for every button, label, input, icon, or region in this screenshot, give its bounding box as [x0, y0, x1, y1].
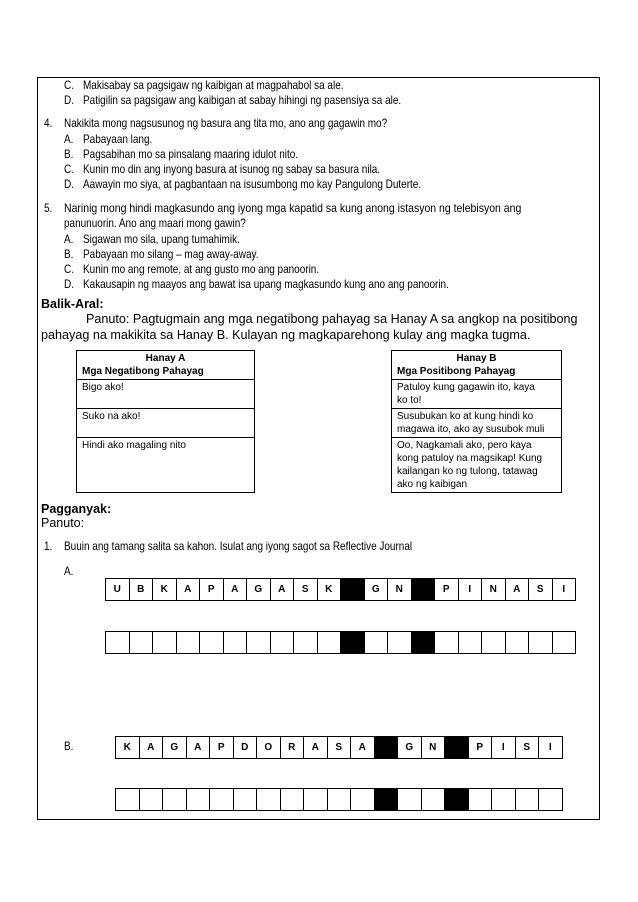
puzzle-a-answer-cell[interactable] — [387, 631, 412, 654]
q5-question-line1: Narinig mong hindi magkasundo ang iyong mga kapatid sa kung anong istasyon ng telebisyon ang — [64, 202, 522, 215]
puzzle-a-answer-cell[interactable] — [129, 631, 154, 654]
puzzle-b-label: B. — [64, 740, 74, 753]
puzzle-a-letter-cell: B — [129, 578, 154, 601]
puzzle-a-letter-cell: A — [505, 578, 530, 601]
hanay-b-table — [391, 350, 562, 493]
puzzle-b-answer-cell[interactable] — [209, 788, 234, 811]
hanay-b-row-3-line-4: ako ng kaibigan — [397, 479, 468, 490]
puzzle-a-answer-cell[interactable] — [528, 631, 553, 654]
puzzle-a-answer-cell[interactable] — [223, 631, 248, 654]
puzzle-a-letter-cell: P — [199, 578, 224, 601]
hanay-b-row-2-line-2: magawa ito, ako ay susubok muli — [397, 424, 545, 435]
puzzle-b-letter-cell: A — [186, 736, 211, 759]
q3-option-c-letter: C. — [64, 79, 74, 92]
q4-option-d-letter: D. — [64, 178, 74, 191]
q4-option-d: Aawayin mo siya, at pagbantaan na isusumbong mo kay Pangulong Duterte. — [83, 178, 422, 191]
puzzle-b-answer-cell[interactable] — [491, 788, 516, 811]
puzzle-b-answer-cell[interactable] — [233, 788, 258, 811]
hanay-b-row-3 — [392, 438, 562, 493]
puzzle-a-answer-cell[interactable] — [552, 631, 577, 654]
puzzle-b-letter-cell: S — [515, 736, 540, 759]
puzzle-a-letter-cell: K — [317, 578, 342, 601]
puzzle-a-letter-cell: U — [105, 578, 130, 601]
puzzle-b-letter-cell: A — [303, 736, 328, 759]
balik-aral-instruction-line1: Panuto: Pagtugmain ang mga negatibong pahayag sa Hanay A sa angkop na positibong — [86, 312, 578, 326]
q5-option-b: Pabayaan mo silang – mag away-away. — [83, 248, 259, 261]
hanay-b-subtitle: Mga Positibong Pahayag — [392, 365, 562, 380]
puzzle-b-letter-cell: A — [139, 736, 164, 759]
puzzle-a-answer-cell[interactable] — [199, 631, 224, 654]
hanay-b-row-2-line-1: Susubukan ko at kung hindi ko — [397, 411, 534, 422]
q4-option-c: Kunin mo din ang inyong basura at isunog ng sabay sa basura nila. — [83, 163, 381, 176]
puzzle-b-answer-cell[interactable] — [162, 788, 187, 811]
q4-option-a-letter: A. — [64, 133, 74, 146]
puzzle-b-letter-cell: I — [538, 736, 563, 759]
puzzle-b-letter-cell: P — [209, 736, 234, 759]
puzzle-b-answer-cell[interactable] — [468, 788, 493, 811]
puzzle-b-answer-cell[interactable] — [186, 788, 211, 811]
puzzle-b-letter-cell: A — [350, 736, 375, 759]
hanay-b-row-1 — [392, 380, 562, 409]
puzzle-b-answer-cell[interactable] — [303, 788, 328, 811]
puzzle-a-answer-cell[interactable] — [105, 631, 130, 654]
q4-option-a: Pabayaan lang. — [83, 133, 153, 146]
q5-option-d-letter: D. — [64, 278, 74, 291]
hanay-b-row-1-line-2: ko to! — [397, 395, 422, 406]
pagganyak-panuto: Panuto: — [41, 516, 85, 530]
hanay-b-row-2 — [392, 409, 562, 438]
puzzle-a-answer-cell[interactable] — [270, 631, 295, 654]
puzzle-a-answer-cell[interactable] — [481, 631, 506, 654]
puzzle-b-answer-cell[interactable] — [515, 788, 540, 811]
puzzle-b-letter-cell: P — [468, 736, 493, 759]
pagganyak-heading: Pagganyak: — [41, 502, 112, 516]
q3-option-d-letter: D. — [64, 94, 74, 107]
q4-number: 4. — [44, 117, 53, 130]
q5-option-d: Kakausapin ng maayos ang bawat isa upang magkasundo kung ano ang panoorin. — [83, 278, 449, 291]
puzzle-b-blocked-cell — [374, 788, 399, 811]
hanay-b-row-1-line-1: Patuloy kung gagawin ito, kaya — [397, 382, 535, 393]
hanay-b-title: Hanay B — [392, 351, 562, 366]
puzzle-a-letter-cell: G — [364, 578, 389, 601]
q4-option-b: Pagsabihan mo sa pinsalang maaring idulot nito. — [83, 148, 299, 161]
hanay-a-row-2: Suko na ako! — [77, 409, 255, 438]
hanay-a-row-1: Bigo ako! — [77, 380, 255, 409]
puzzle-b-answer-cell[interactable] — [139, 788, 164, 811]
puzzle-a-blocked-cell — [411, 631, 436, 654]
puzzle-a-letter-cell: A — [176, 578, 201, 601]
q5-question-line2: panunuorin. Ano ang maari mong gawin? — [64, 217, 246, 230]
puzzle-a-blocked-cell — [340, 578, 365, 601]
balik-aral-heading: Balik-Aral: — [41, 297, 104, 311]
hanay-b-row-3-line-3: kailangan ko ng tulong, tatawag — [397, 466, 538, 477]
puzzle-a-answer-cell[interactable] — [152, 631, 177, 654]
q5-option-c: Kunin mo ang remote, at ang gusto mo ang panoorin. — [83, 263, 320, 276]
q5-number: 5. — [44, 202, 53, 215]
q5-option-a-letter: A. — [64, 233, 74, 246]
puzzle-b-letter-cell: K — [115, 736, 140, 759]
puzzle-b-answer-cell[interactable] — [397, 788, 422, 811]
puzzle-b-blocked-cell — [444, 788, 469, 811]
puzzle-a-answer-cell[interactable] — [246, 631, 271, 654]
puzzle-a-letter-cell: S — [293, 578, 318, 601]
puzzle-a-letter-cell: P — [434, 578, 459, 601]
puzzle-a-letter-cell: N — [387, 578, 412, 601]
puzzle-b-answer-cell[interactable] — [256, 788, 281, 811]
hanay-b-row-3-line-2: kong patuloy na magsikap! Kung — [397, 453, 543, 464]
q4-option-c-letter: C. — [64, 163, 74, 176]
puzzle-b-answer-cell[interactable] — [538, 788, 563, 811]
hanay-a-row-3: Hindi ako magaling nito — [77, 438, 255, 493]
puzzle-a-letter-cell: G — [246, 578, 271, 601]
puzzle-a-letter-cell: I — [552, 578, 577, 601]
puzzle-a-blocked-cell — [340, 631, 365, 654]
puzzle-b-answer-cell[interactable] — [115, 788, 140, 811]
puzzle-b-letter-cell: G — [162, 736, 187, 759]
puzzle-b-letter-cell: O — [256, 736, 281, 759]
q4-question: Nakikita mong nagsusunog ng basura ang tita mo, ano ang gagawin mo? — [64, 117, 388, 130]
puzzle-a-answer-cell[interactable] — [176, 631, 201, 654]
q5-option-b-letter: B. — [64, 248, 74, 261]
puzzle-a-letter-row — [105, 578, 576, 601]
puzzle-a-letter-cell: A — [223, 578, 248, 601]
puzzle-a-letter-cell: N — [481, 578, 506, 601]
pagganyak-item-text: Buuin ang tamang salita sa kahon. Isulat ang iyong sagot sa Reflective Journal — [64, 540, 413, 553]
puzzle-a-letter-cell: K — [152, 578, 177, 601]
hanay-a-subtitle: Mga Negatibong Pahayag — [77, 365, 255, 380]
puzzle-b-letter-row — [115, 736, 563, 759]
hanay-a-table — [76, 350, 255, 493]
puzzle-b-letter-cell: R — [280, 736, 305, 759]
puzzle-b-letter-cell: I — [491, 736, 516, 759]
puzzle-a-answer-row — [105, 631, 576, 654]
puzzle-a-answer-cell[interactable] — [505, 631, 530, 654]
q3-option-c: Makisabay sa pagsigaw ng kaibigan at magpahabol sa ale. — [83, 79, 344, 92]
puzzle-b-letter-cell: S — [327, 736, 352, 759]
puzzle-a-label: A. — [64, 565, 74, 578]
hanay-b-row-3-line-1: Oo, Nagkamali ako, pero kaya — [397, 440, 532, 451]
puzzle-b-answer-row — [115, 788, 563, 811]
puzzle-b-answer-cell[interactable] — [421, 788, 446, 811]
q4-option-b-letter: B. — [64, 148, 74, 161]
pagganyak-item-number: 1. — [44, 540, 53, 553]
puzzle-a-letter-cell: A — [270, 578, 295, 601]
puzzle-a-answer-cell[interactable] — [317, 631, 342, 654]
puzzle-b-letter-cell: D — [233, 736, 258, 759]
puzzle-a-answer-cell[interactable] — [364, 631, 389, 654]
q3-option-d: Patigilin sa pagsigaw ang kaibigan at sabay hihingi ng pasensiya sa ale. — [83, 94, 402, 107]
puzzle-a-answer-cell[interactable] — [434, 631, 459, 654]
puzzle-b-letter-cell: G — [397, 736, 422, 759]
puzzle-a-letter-cell: I — [458, 578, 483, 601]
hanay-a-title: Hanay A — [77, 351, 255, 366]
puzzle-a-blocked-cell — [411, 578, 436, 601]
puzzle-b-answer-cell[interactable] — [327, 788, 352, 811]
balik-aral-instruction-line2: pahayag na makikita sa Hanay B. Kulayan ng magkaparehong kulay ang magka tugma. — [41, 328, 531, 342]
puzzle-a-answer-cell[interactable] — [293, 631, 318, 654]
puzzle-b-letter-cell: N — [421, 736, 446, 759]
puzzle-b-answer-cell[interactable] — [280, 788, 305, 811]
q5-option-a: Sigawan mo sila, upang tumahimik. — [83, 233, 240, 246]
puzzle-b-blocked-cell — [444, 736, 469, 759]
puzzle-a-answer-cell[interactable] — [458, 631, 483, 654]
puzzle-a-letter-cell: S — [528, 578, 553, 601]
puzzle-b-blocked-cell — [374, 736, 399, 759]
puzzle-b-answer-cell[interactable] — [350, 788, 375, 811]
q5-option-c-letter: C. — [64, 263, 74, 276]
